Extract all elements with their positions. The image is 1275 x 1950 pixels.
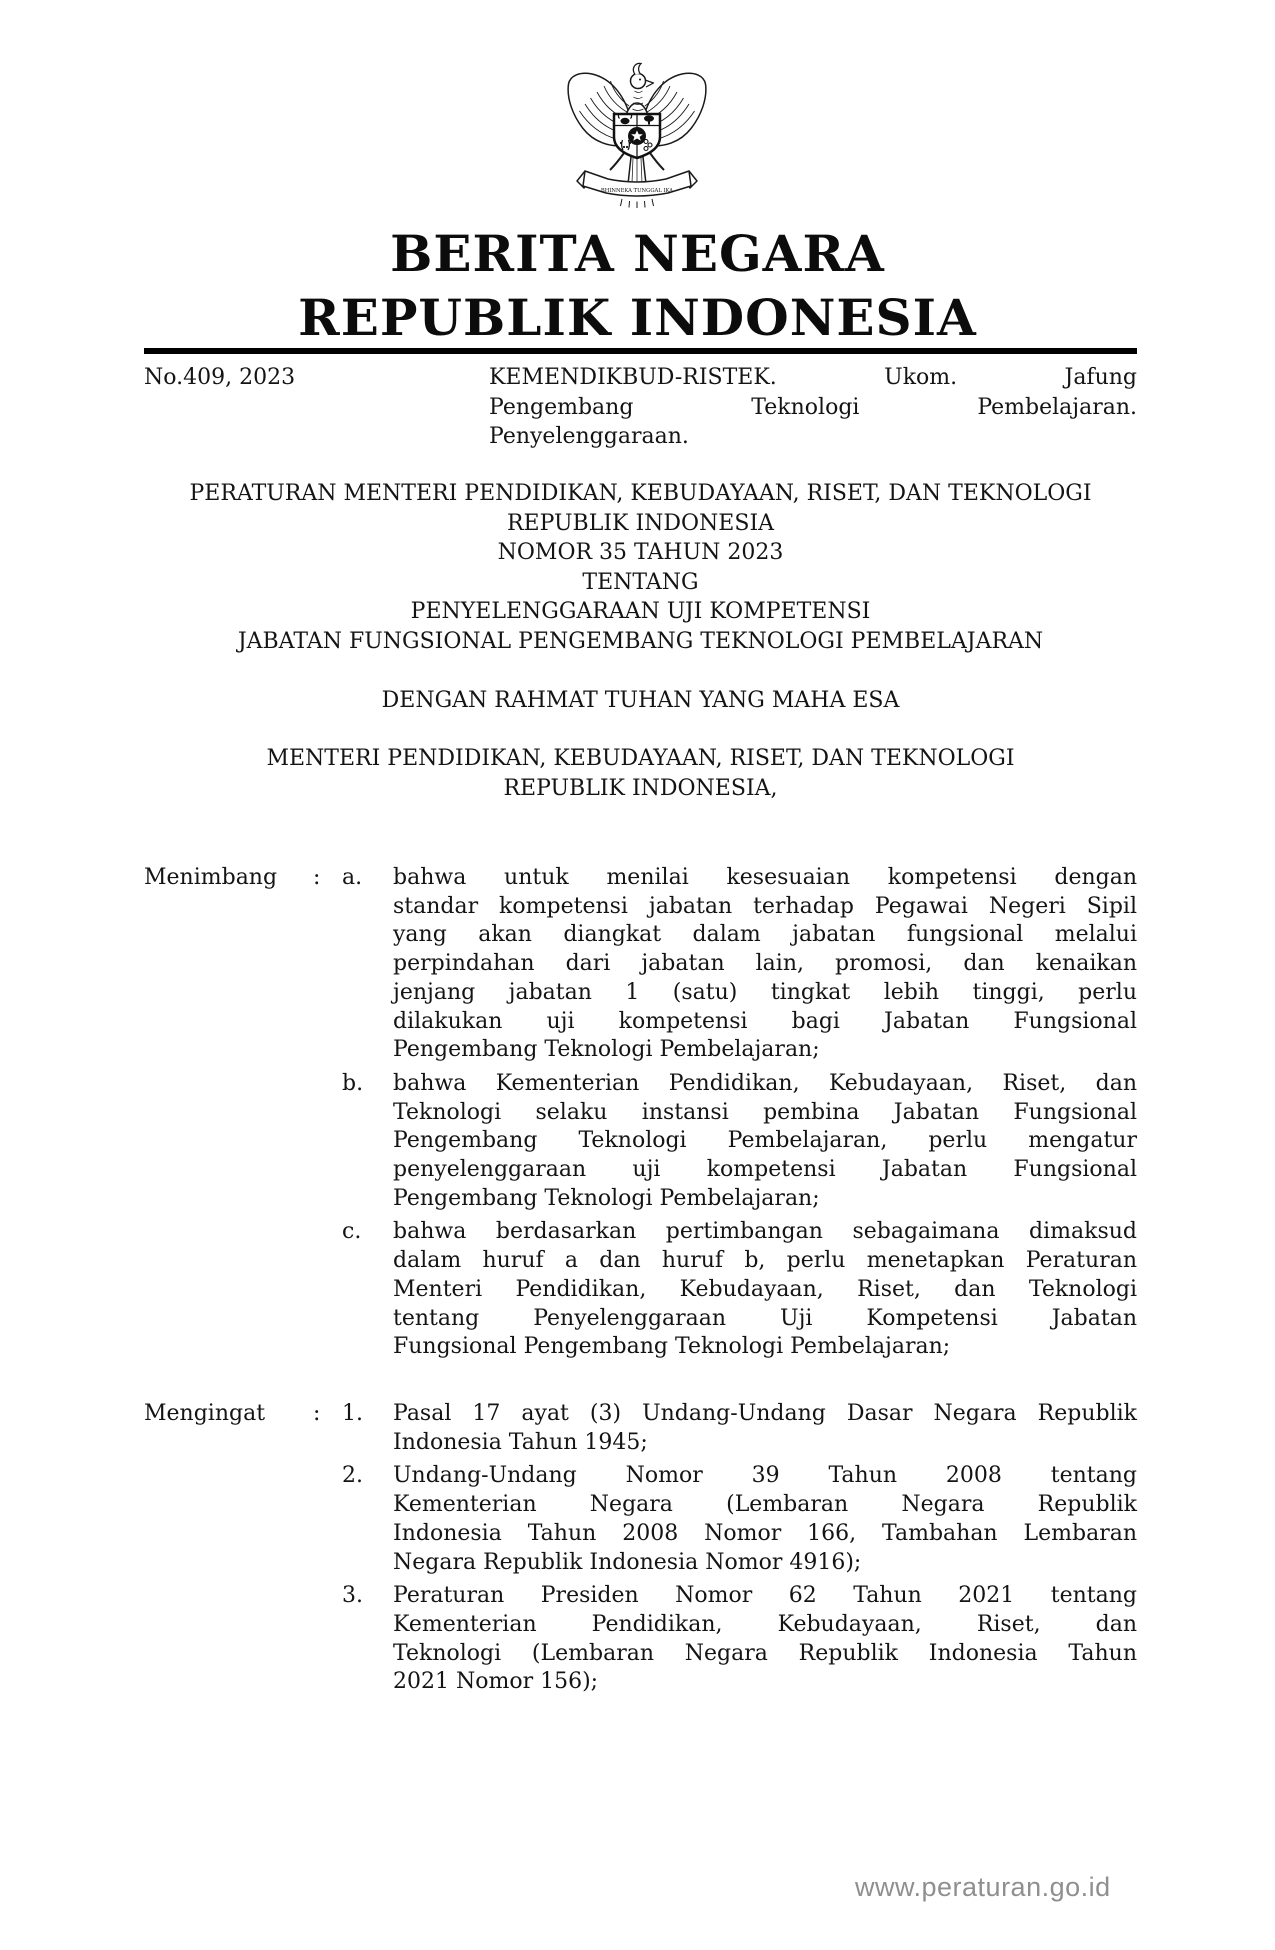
considering-colon: :	[313, 865, 321, 890]
regulation-title-line-3: NOMOR 35 TAHUN 2023	[497, 540, 784, 565]
remembering-label: Mengingat	[144, 1401, 266, 1426]
considering-section	[144, 864, 1137, 1362]
item-text: bahwa Kementerian Pendidikan, Kebudayaan, Riset, dan Teknologi selaku instansi pembina Jabatan Fungsional Pengembang Teknologi Pembelajaran, perlu mengatur penyelenggaraan uji kompetensi Jabatan Fungsional Pengembang Teknologi Pembelajaran;	[393, 1070, 1137, 1211]
authority-line-1: MENTERI PENDIDIKAN, KEBUDAYAAN, RISET, DAN TEKNOLOGI	[266, 746, 1015, 771]
item-marker: c.	[342, 1219, 362, 1245]
item-text: Peraturan Presiden Nomor 62 Tahun 2021 tentang Kementerian Pendidikan, Kebudayaan, Riset, dan Teknologi (Lembaran Negara Republik Indonesia Tahun 2021 Nomor 156);	[393, 1583, 1137, 1695]
regulation-title-line-4: TENTANG	[582, 569, 699, 595]
authority-line-2: REPUBLIK INDONESIA,	[503, 775, 778, 801]
considering-label: Menimbang	[144, 865, 278, 890]
item-marker: 2.	[342, 1463, 363, 1489]
gazette-header	[144, 363, 1137, 452]
item-marker: b.	[342, 1070, 364, 1096]
masthead-title-line-1: BERITA NEGARA	[390, 224, 885, 283]
regulation-title-line-5: PENYELENGGARAAN UJI KOMPETENSI	[410, 599, 871, 624]
item-text: Undang-Undang Nomor 39 Tahun 2008 tentang Kementerian Negara (Lembaran Negara Republik Indonesia Tahun 2008 Nomor 166, Tambahan Lembaran Negara Republik Indonesia Nomor 4916);	[393, 1463, 1137, 1575]
item-text: bahwa berdasarkan pertimbangan sebagaimana dimaksud dalam huruf a dan huruf b, perlu menetapkan Peraturan Menteri Pendidikan, Kebudayaan, Riset, dan Teknologi tentang Penyelenggaraan Uji Kompetensi Jabatan Fungsional Pengembang Teknologi Pembelajaran;	[393, 1219, 1137, 1360]
regulation-title-line-2: REPUBLIK INDONESIA	[506, 510, 775, 536]
regulation-title-line-6: JABATAN FUNGSIONAL PENGEMBANG TEKNOLOGI PEMBELAJARAN	[237, 628, 1044, 654]
head	[631, 74, 646, 89]
remembering-section	[144, 1400, 1137, 1697]
motto-text: BHINNEKA TUNGGAL IKA	[600, 188, 674, 194]
item-marker: 3.	[342, 1583, 363, 1609]
crest	[633, 63, 641, 74]
item-marker: a.	[342, 865, 363, 890]
remembering-colon: :	[313, 1401, 321, 1426]
pancasila-shield	[614, 114, 660, 159]
invocation-line: DENGAN RAHMAT TUHAN YANG MAHA ESA	[381, 688, 900, 713]
masthead-title	[0, 222, 1275, 350]
gazette-number: No.409, 2023	[144, 365, 296, 390]
regulation-title-line-1: PERATURAN MENTERI PENDIDIKAN, KEBUDAYAAN, RISET, DAN TEKNOLOGI	[189, 481, 1092, 506]
beak	[645, 80, 654, 87]
item-marker: 1.	[342, 1401, 363, 1426]
authority-block	[144, 744, 1137, 803]
eye	[639, 79, 641, 81]
item-text: Pasal 17 ayat (3) Undang-Undang Dasar Negara Republik Indonesia Tahun 1945;	[393, 1401, 1137, 1455]
masthead-rule	[144, 348, 1137, 354]
footer-url: www.peraturan.go.id	[855, 1872, 1111, 1902]
gazette-subject: KEMENDIKBUD-RISTEK. Ukom. Jafung Pengembang Teknologi Pembelajaran. Penyelenggaraan.	[489, 365, 1137, 449]
regulation-title	[144, 479, 1137, 656]
item-text: bahwa untuk menilai kesesuaian kompetensi dengan standar kompetensi jabatan terhadap Pegawai Negeri Sipil yang akan diangkat dalam jabatan fungsional melalui perpindahan dari jabatan lain, promosi, dan kenaikan jenjang jabatan 1 (satu) tingkat lebih tinggi, perlu dilakukan uji kompetensi bagi Jabatan Fungsional Pengembang Teknologi Pembelajaran;	[393, 865, 1137, 1063]
garuda-pancasila-emblem	[562, 55, 712, 211]
masthead-title-line-2: REPUBLIK INDONESIA	[298, 288, 977, 347]
